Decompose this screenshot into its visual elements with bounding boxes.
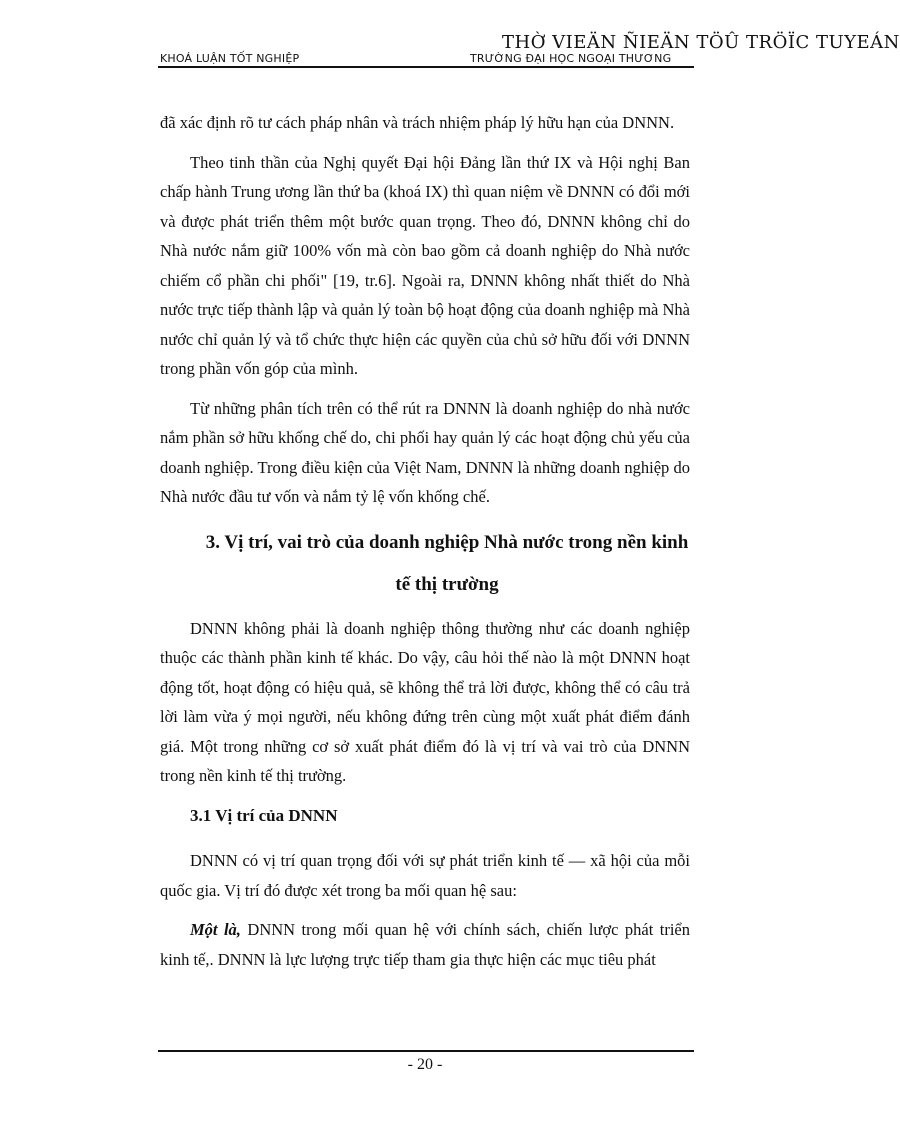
sub-heading: 3.1 Vị trí của DNNN: [190, 805, 338, 825]
document-body: [160, 108, 690, 984]
section-heading: 3. Vị trí, vai trò của doanh nghiệp Nhà nước trong nền kinh tế thị trường: [205, 531, 689, 595]
paragraph-6: [160, 915, 690, 974]
header-divider: [158, 66, 694, 68]
paragraph-2: Theo tinh thần của Nghị quyết Đại hội Đảng lần thứ IX và Hội nghị Ban chấp hành Trung ương lần thứ ba (khoá IX) thì quan niệm về DNNN có đổi mới và được phát triển thêm một bước quan trọng. Theo đó, DNNN không chỉ do Nhà nước nắm giữ 100% vốn mà còn bao gồm cả doanh nghiệp do Nhà nước chiếm cổ phần chi phối" [19, tr.6]. Ngoài ra, DNNN không nhất thiết do Nhà nước trực tiếp thành lập và quản lý toàn bộ hoạt động của doanh nghiệp mà Nhà nước chỉ quản lý và tổ chức thực hiện các quyền của chủ sở hữu đối với DNNN trong phần vốn góp của mình.: [160, 152, 690, 378]
paragraph-1: đã xác định rõ tư cách pháp nhân và trách nhiệm pháp lý hữu hạn của DNNN.: [160, 113, 675, 132]
paragraph-6-lead: Một là,: [190, 920, 241, 939]
header-left-title: KHOÁ LUẬN TỐT NGHIỆP: [160, 52, 300, 65]
paragraph-5: DNNN có vị trí quan trọng đối với sự phát triển kinh tế — xã hội của mỗi quốc gia. Vị trí đó được xét trong ba mối quan hệ sau:: [160, 851, 690, 900]
watermark-text: THỜ VIEÄN ÑIEÄN TÖÛ TRÖÏC TUYEÁN: [502, 32, 900, 53]
header-right-title: TRƯỜNG ĐẠI HỌC NGOẠI THƯƠNG: [470, 52, 672, 65]
paragraph-6-text: DNNN trong mối quan hệ với chính sách, chiến lược phát triển kinh tế,. DNNN là lực lượng trực tiếp tham gia thực hiện các mục tiêu phát: [160, 920, 690, 969]
footer-divider: [158, 1050, 694, 1052]
paragraph-3: Từ những phân tích trên có thể rút ra DNNN là doanh nghiệp do nhà nước nắm phần sở hữu khống chế do, chi phối hay quản lý các hoạt động chủ yếu của doanh nghiệp. Trong điều kiện của Việt Nam, DNNN là những doanh nghiệp do Nhà nước đầu tư vốn và nắm tỷ lệ vốn khống chế.: [160, 398, 690, 506]
paragraph-4: DNNN không phải là doanh nghiệp thông thường như các doanh nghiệp thuộc các thành phần kinh tế khác. Do vậy, câu hỏi thế nào là một DNNN hoạt động tốt, hoạt động có hiệu quả, sẽ không thể trả lời được, không thể có câu trả lời làm vừa ý mọi người, nếu không đứng trên cùng một xuất phát điểm đánh giá. Một trong những cơ sở xuất phát điểm đó là vị trí và vai trò của DNNN trong nền kinh tế thị trường.: [160, 618, 690, 785]
page-number: - 20 -: [407, 1056, 443, 1073]
